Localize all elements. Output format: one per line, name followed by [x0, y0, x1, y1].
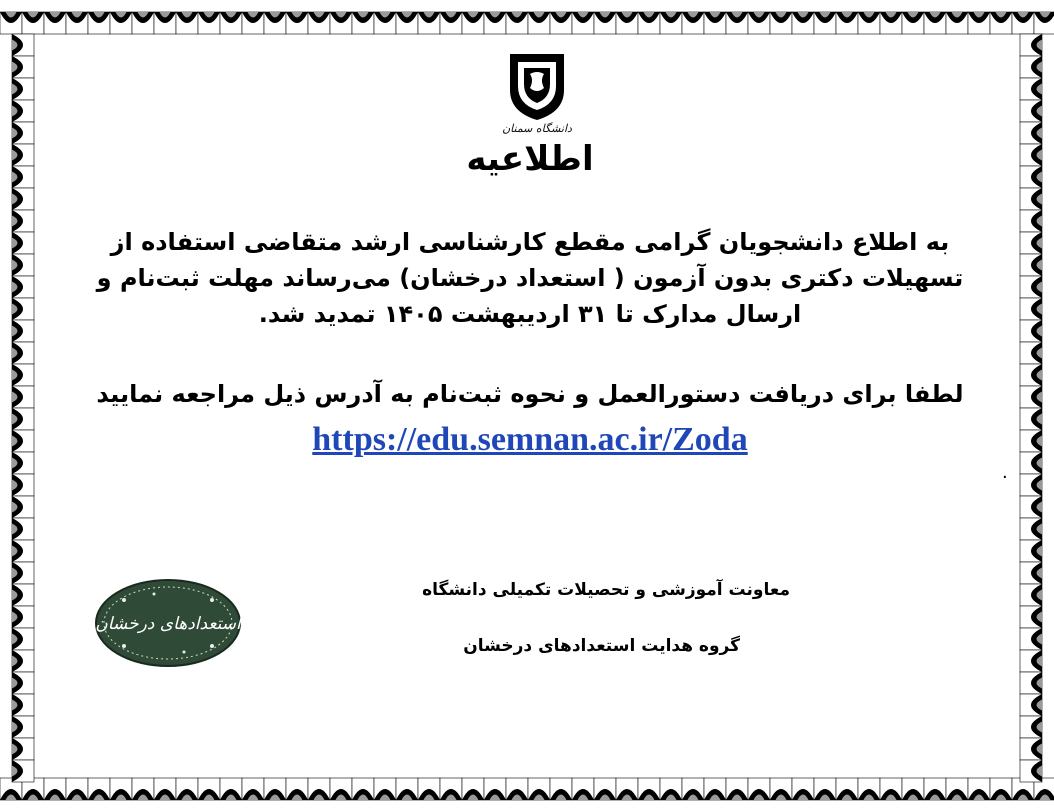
body-line-3: ارسال مدارک تا ۳۱ اردیبهشت ۱۴۰۵ تمدید شد.	[258, 300, 802, 328]
footer-office: معاونت آموزشی و تحصیلات تکمیلی دانشگاه	[422, 580, 790, 600]
body-line-2: تسهیلات دکتری بدون آزمون ( استعداد درخشان) می‌رساند مهلت ثبت‌نام و	[96, 264, 964, 292]
registration-link[interactable]: https://edu.semnan.ac.ir/Zoda	[312, 421, 748, 458]
logo-caption: دانشگاه سمنان	[502, 122, 572, 135]
body-line-1: به اطلاع دانشجویان گرامی مقطع کارشناسی ارشد متقاضی استفاده از	[110, 228, 950, 256]
announcement-page	[50, 44, 1010, 768]
talent-badge-icon	[94, 578, 242, 668]
talent-badge	[94, 578, 242, 668]
body-line-4: لطفا برای دریافت دستورالعمل و نحوه ثبت‌نام به آدرس ذیل مراجعه نمایید	[96, 380, 964, 408]
university-shield-icon	[488, 50, 586, 122]
page-title: اطلاعیه	[466, 139, 594, 179]
svg-text:استعدادهای درخشان: استعدادهای درخشان	[95, 614, 241, 634]
university-logo	[488, 50, 586, 142]
trailing-dot: .	[1002, 462, 1008, 483]
footer-group: گروه هدایت استعدادهای درخشان	[463, 636, 740, 656]
